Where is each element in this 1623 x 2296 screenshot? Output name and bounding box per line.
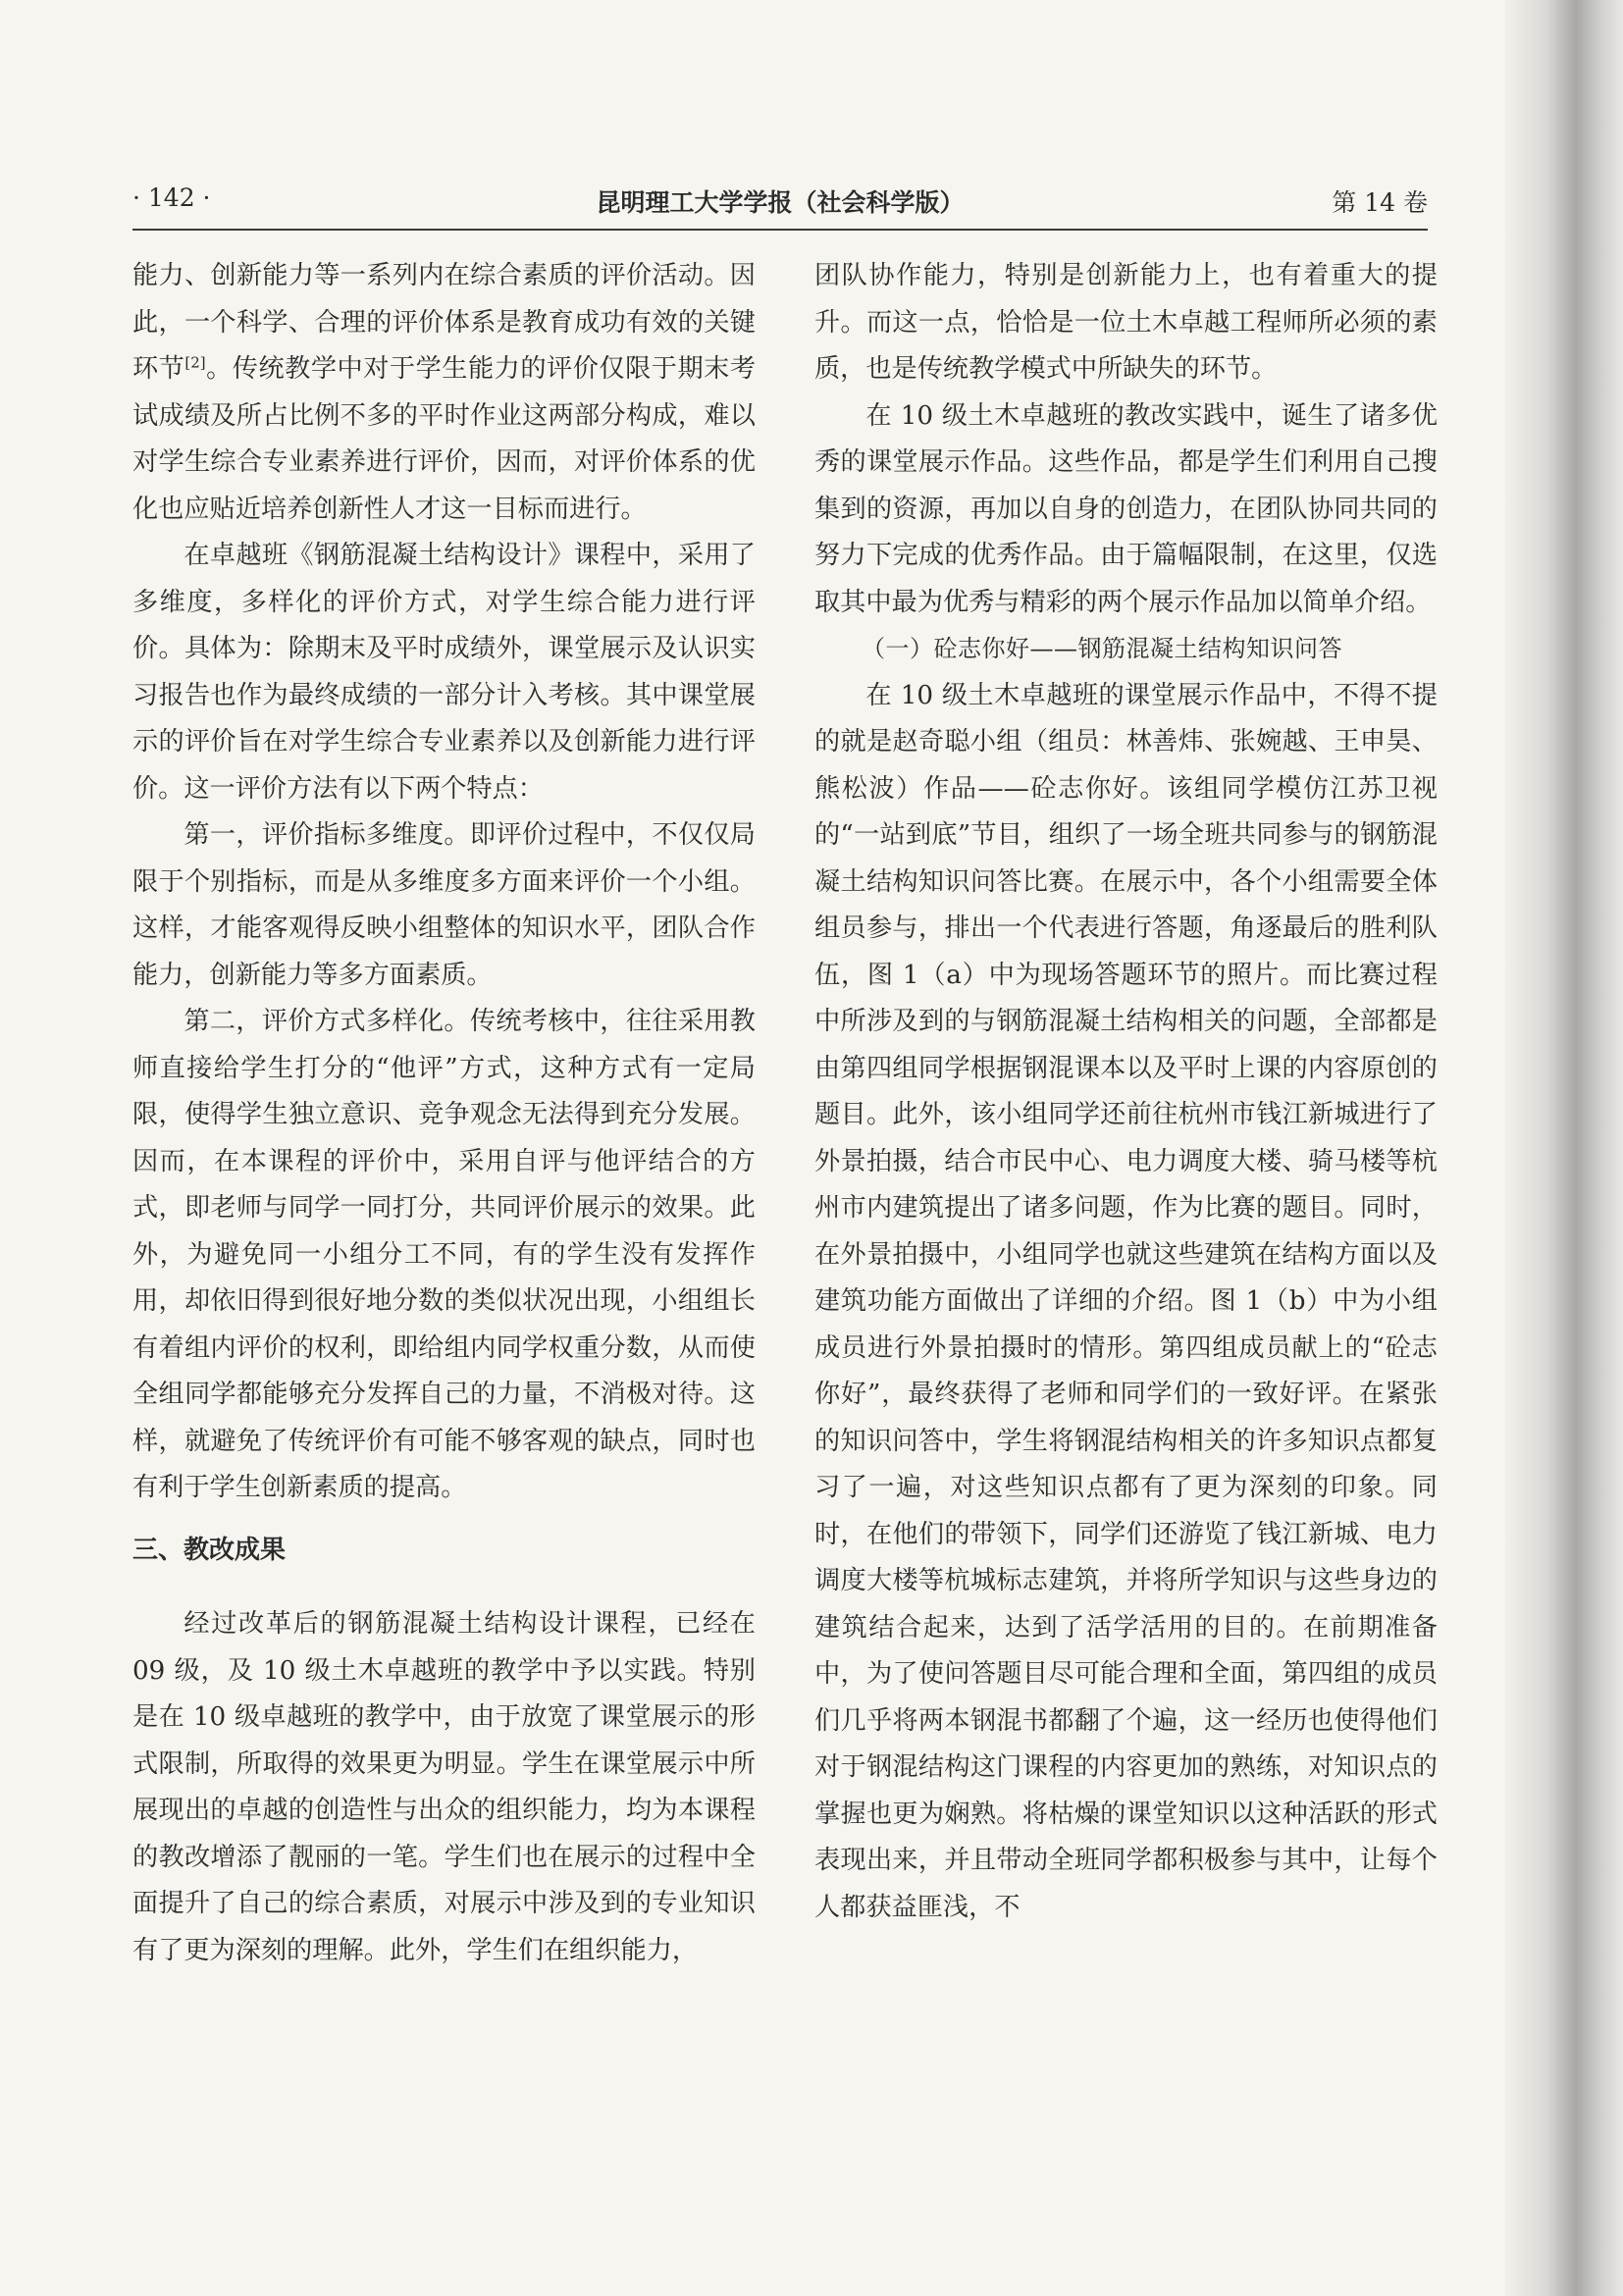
citation-ref: [2]: [184, 353, 206, 372]
paragraph: 能力、创新能力等一系列内在综合素质的评价活动。因此，一个科学、合理的评价体系是教育成功有效的关键环节[2]。传统教学中对于学生能力的评价仅限于期末考试成绩及所占比例不多的平时作业这两部分构成，难以对学生综合专业素养进行评价，因而，对评价体系的优化也应贴近培养创新性人才这一目标而进行。: [132, 261, 757, 524]
page-number: · 142 ·: [132, 183, 211, 212]
right-column: [814, 253, 1438, 1931]
paragraph: 经过改革后的钢筋混凝土结构设计课程，已经在09 级，及 10 级土木卓越班的教学中予以实践。特别是在 10 级卓越班的教学中，由于放宽了课堂展示的形式限制，所取得的效果更为明显。学生在课堂展示中所展现出的卓越的创造性与出众的组织能力，均为本课程的教改增添了靓丽的一笔。学生们也在展示的过程中全面提升了自己的综合素质，对展示中涉及到的专业知识有了更为深刻的理解。此外，学生们在组织能力，: [132, 1609, 756, 1965]
left-column: [132, 253, 756, 1974]
running-header: [132, 180, 1428, 231]
subsection-heading: （一）砼志你好——钢筋混凝土结构知识问答: [862, 635, 1342, 662]
paragraph: 在 10 级土木卓越班的课堂展示作品中，不得不提的就是赵奇聪小组（组员：林善炜、张婉越、王申昊、熊松波）作品——砼志你好。该组同学模仿江苏卫视的“一站到底”节目，组织了一场全班共同参与的钢筋混凝土结构知识问答比赛。在展示中，各个小组需要全体组员参与，排出一个代表进行答题，角逐最后的胜利队伍，图 1（a）中为现场答题环节的照片。而比赛过程中所涉及到的与钢筋混凝土结构相关的问题，全部都是由第四组同学根据钢混课本以及平时上课的内容原创的题目。此外，该小组同学还前往杭州市钱江新城进行了外景拍摄，结合市民中心、电力调度大楼、骑马楼等杭州市内建筑提出了诸多问题，作为比赛的题目。同时，在外景拍摄中，小组同学也就这些建筑在结构方面以及建筑功能方面做出了详细的介绍。图 1（b）中为小组成员进行外景拍摄时的情形。第四组成员献上的“砼志你好”，最终获得了老师和同学们的一致好评。在紧张的知识问答中，学生将钢混结构相关的许多知识点都复习了一遍，对这些知识点都有了更为深刻的印象。同时，在他们的带领下，同学们还游览了钱江新城、电力调度大楼等杭城标志建筑，并将所学知识与这些身边的建筑结合起来，达到了活学活用的目的。在前期准备中，为了使问答题目尽可能合理和全面，第四组的成员们几乎将两本钢混书都翻了个遍，这一经历也使得他们对于钢混结构这门课程的内容更加的熟练，对知识点的掌握也更为娴熟。将枯燥的课堂知识以这种活跃的形式表现出来，并且带动全班同学都积极参与其中，让每个人都获益匪浅，不: [814, 680, 1438, 1922]
paragraph: 团队协作能力，特别是创新能力上，也有着重大的提升。而这一点，恰恰是一位土木卓越工程师所必须的素质，也是传统教学模式中所缺失的环节。: [814, 261, 1438, 384]
paragraph: 第二，评价方式多样化。传统考核中，往往采用教师直接给学生打分的“他评”方式，这种方式有一定局限，使得学生独立意识、竞争观念无法得到充分发展。因而，在本课程的评价中，采用自评与他评结合的方式，即老师与同学一同打分，共同评价展示的效果。此外，为避免同一小组分工不同，有的学生没有发挥作用，却依旧得到很好地分数的类似状况出现，小组组长有着组内评价的权利，即给组内同学权重分数，从而使全组同学都能够充分发挥自己的力量，不消极对待。这样，就避免了传统评价有可能不够客观的缺点，同时也有利于学生创新素质的提高。: [132, 1007, 756, 1502]
paragraph: 在卓越班《钢筋混凝土结构设计》课程中，采用了多维度，多样化的评价方式，对学生综合能力进行评价。具体为：除期末及平时成绩外，课堂展示及认识实习报告也作为最终成绩的一部分计入考核。其中课堂展示的评价旨在对学生综合专业素养以及创新能力进行评价。这一评价方法有以下两个特点：: [132, 541, 756, 804]
scan-binding-shadow: [1505, 0, 1623, 2296]
journal-title: 昆明理工大学学报（社会科学版）: [596, 188, 965, 217]
paragraph: 第一，评价指标多维度。即评价过程中，不仅仅局限于个别指标，而是从多维度多方面来评价一个小组。这样，才能客观得反映小组整体的知识水平，团队合作能力，创新能力等多方面素质。: [132, 820, 756, 990]
volume-label: 第 14 卷: [1332, 188, 1428, 217]
section-heading: 三、教改成果: [132, 1535, 287, 1565]
paragraph: 在 10 级土木卓越班的教改实践中，诞生了诸多优秀的课堂展示作品。这些作品，都是学生们利用自己搜集到的资源，再加以自身的创造力，在团队协同共同的努力下完成的优秀作品。由于篇幅限制，在这里，仅选取其中最为优秀与精彩的两个展示作品加以简单介绍。: [814, 400, 1438, 617]
